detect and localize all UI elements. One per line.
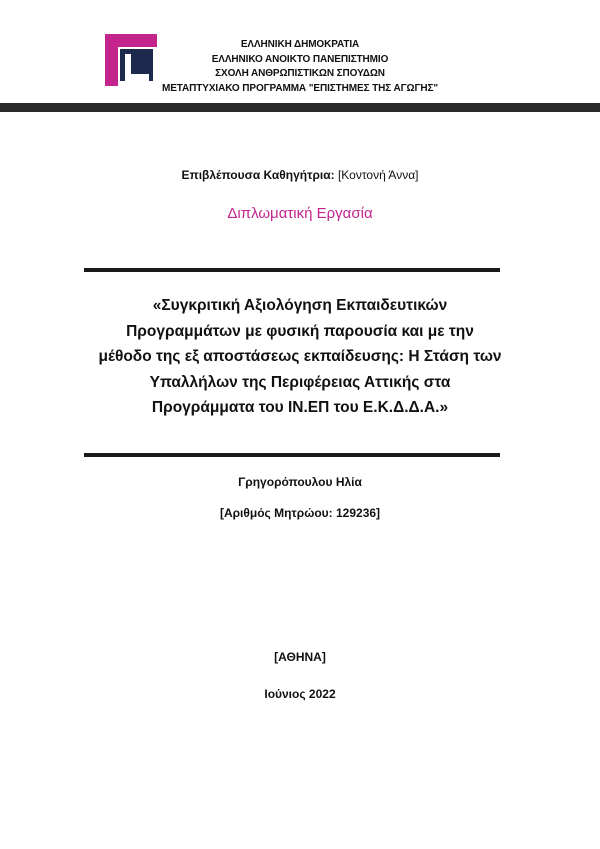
header-line: ΣΧΟΛΗ ΑΝΘΡΩΠΙΣΤΙΚΩΝ ΣΠΟΥΔΩΝ (215, 68, 385, 79)
thesis-type: Διπλωματική Εργασία (227, 205, 373, 222)
title-line: «Συγκριτική Αξιολόγηση Εκπαιδευτικών (152, 297, 448, 314)
thesis-title (90, 293, 510, 421)
header-divider (0, 103, 600, 112)
supervisor-label: Επιβλέπουσα Καθηγήτρια: (181, 168, 335, 182)
title-top-rule (84, 268, 500, 272)
supervisor-name: [Κοντονή Άννα] (337, 168, 419, 182)
city: [ΑΘΗΝΑ] (274, 650, 326, 664)
title-line: Προγραμμάτων με φυσική παρουσία και με την (126, 322, 474, 340)
registration-number: [Αριθμός Μητρώου: 129236] (219, 506, 381, 520)
header-line: ΕΛΛΗΝΙΚΗ ΔΗΜΟΚΡΑΤΙΑ (240, 39, 360, 50)
institution-header (150, 38, 450, 96)
title-bottom-rule (84, 453, 500, 457)
title-line: Προγράμματα του ΙΝ.ΕΠ του Ε.Κ.Δ.Δ.Α.» (151, 399, 449, 416)
title-line: μέθοδο της εξ αποστάσεως εκπαίδευσης: Η Στάση των (98, 348, 502, 365)
supervisor-line (0, 168, 600, 182)
date: Ιούνιος 2022 (264, 687, 336, 701)
title-line: Υπαλλήλων της Περιφέρειας Αττικής στα (149, 373, 451, 391)
header-line: ΕΛΛΗΝΙΚΟ ΑΝΟΙΚΤΟ ΠΑΝΕΠΙΣΤΗΜΙΟ (211, 53, 389, 65)
header-line: ΜΕΤΑΠΤΥΧΙΑΚΟ ΠΡΟΓΡΑΜΜΑ "ΕΠΙΣΤΗΜΕΣ ΤΗΣ ΑΓΩΓΗΣ" (161, 82, 439, 94)
author-name: Γρηγορόπουλου Ηλία (238, 475, 362, 489)
